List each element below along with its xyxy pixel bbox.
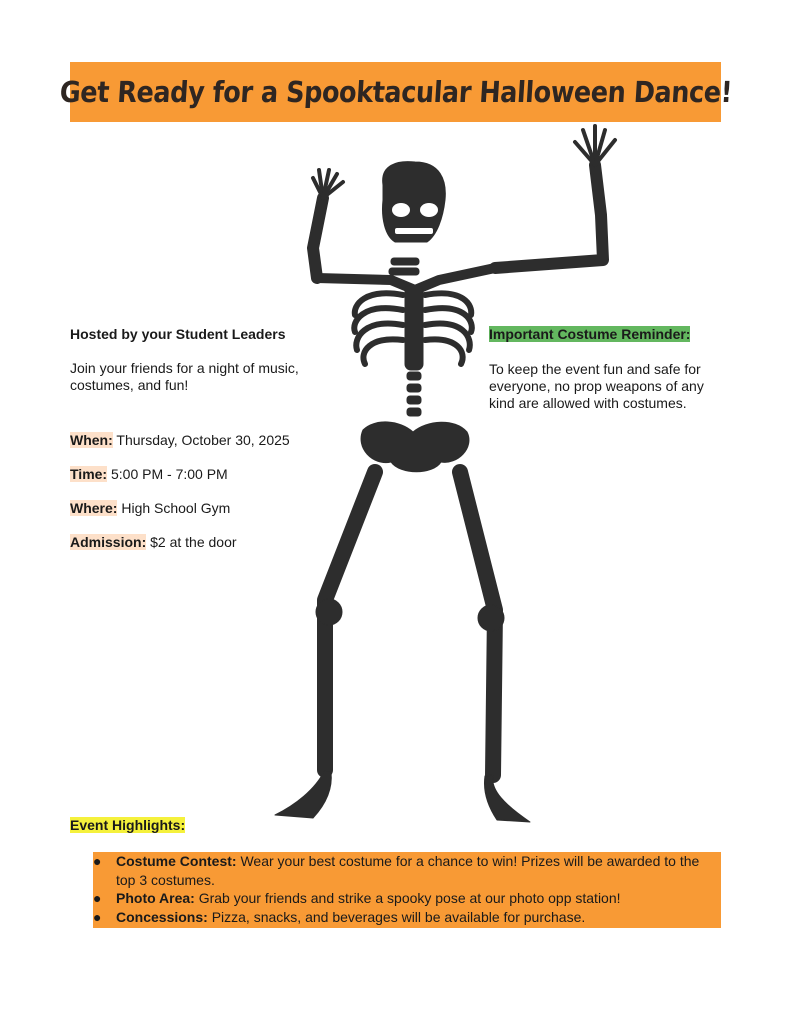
- page-title: Get Ready for a Spooktacular Halloween Dance!: [58, 75, 733, 109]
- highlight-text: Pizza, snacks, and beverages will be available for purchase.: [207, 908, 586, 925]
- detail-value: $2 at the door: [146, 534, 237, 550]
- detail-value: Thursday, October 30, 2025: [112, 432, 290, 448]
- detail-admission: [70, 534, 330, 552]
- reminder-text: To keep the event fun and safe for everyone, no prop weapons of any kind are allowed with costumes.: [489, 361, 704, 411]
- highlights-heading: Event Highlights:: [70, 817, 186, 833]
- detail-label: When:: [70, 432, 113, 448]
- list-item: [93, 852, 721, 889]
- detail-label: Where:: [70, 500, 118, 516]
- event-info: [70, 326, 330, 568]
- reminder-heading: Important Costume Reminder:: [489, 326, 691, 342]
- highlight-label: Photo Area:: [116, 890, 195, 906]
- highlights-list: [93, 852, 721, 926]
- host-line: Hosted by your Student Leaders: [70, 326, 286, 342]
- detail-value: 5:00 PM - 7:00 PM: [107, 466, 228, 482]
- bullet-icon: ●: [93, 890, 102, 906]
- intro-text: Join your friends for a night of music, costumes, and fun!: [70, 360, 299, 393]
- highlight-text: Wear your best costume for a chance to win! Prizes will be awarded to the top 3 costumes.: [116, 853, 700, 888]
- highlight-label: Costume Contest:: [116, 853, 237, 869]
- highlight-label: Concessions:: [116, 908, 208, 925]
- detail-where: [70, 500, 330, 518]
- detail-time: [70, 466, 330, 484]
- detail-label: Time:: [70, 466, 108, 482]
- highlight-text: Grab your friends and strike a spooky pose at our photo opp station!: [194, 890, 621, 906]
- highlights-box: [93, 852, 721, 928]
- bullet-icon: ●: [93, 908, 102, 925]
- list-item: [93, 889, 721, 908]
- detail-value: High School Gym: [117, 500, 231, 516]
- list-item: [93, 908, 721, 927]
- costume-reminder: [489, 326, 721, 412]
- detail-label: Admission:: [70, 534, 147, 550]
- bullet-icon: ●: [93, 853, 102, 869]
- detail-when: [70, 432, 330, 450]
